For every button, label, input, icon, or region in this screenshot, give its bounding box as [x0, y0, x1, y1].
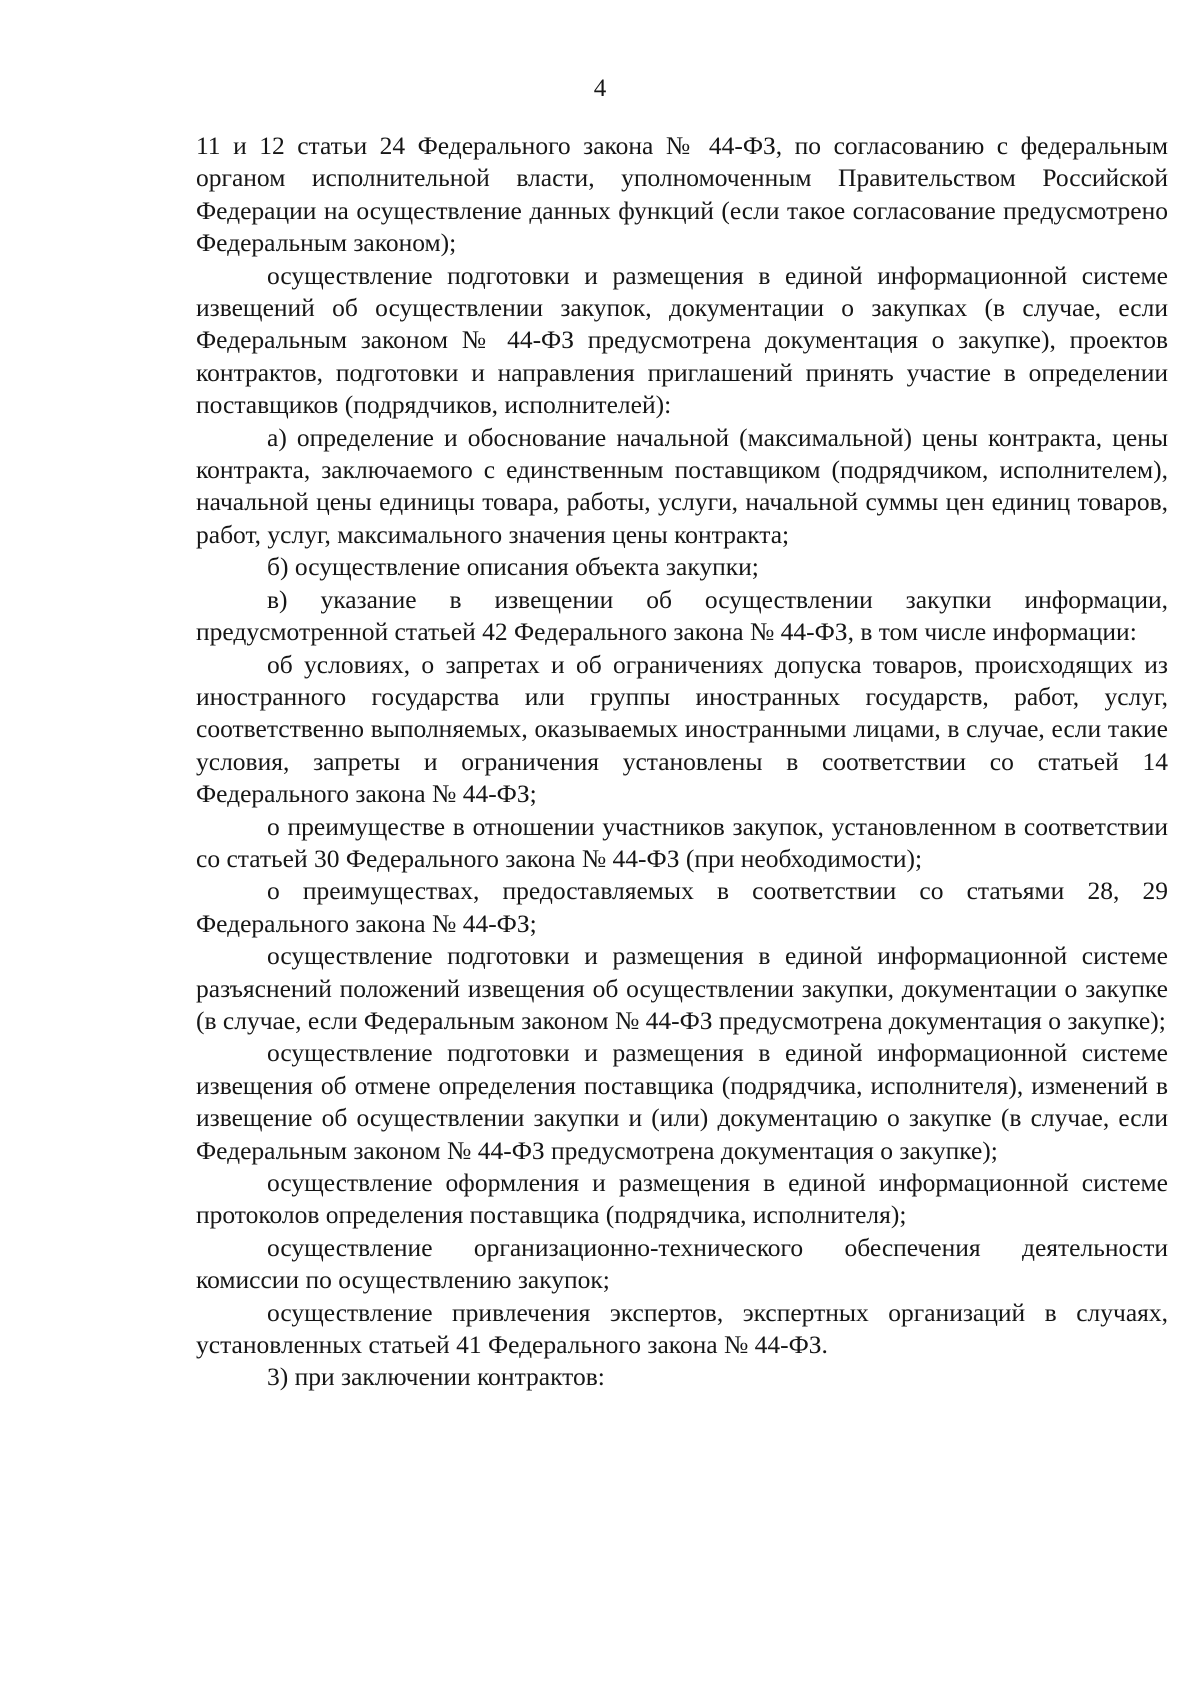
paragraph-item-c: в) указание в извещении об осуществлении закупки информации, предусмотренной статьей 42 Федерального закона № 44-ФЗ, в том числе информации:: [196, 584, 1168, 647]
paragraph-item-3: 3) при заключении контрактов:: [267, 1362, 605, 1392]
paragraph-experts: осуществление привлечения экспертов, экспертных организаций в случаях, установленных статьей 41 Федерального закона № 44-ФЗ.: [196, 1297, 1168, 1360]
paragraph-continuation: 11 и 12 статьи 24 Федерального закона № 44-ФЗ, по согласованию с федеральным органом исполнительной власти, уполномоченным Правительством Российской Федерации на осуществление данных функций (если такое согласование предусмотрено Федеральным законом);: [196, 131, 1168, 258]
paragraph-protocols: осуществление оформления и размещения в единой информационной системе протоколов определения поставщика (подрядчика, исполнителя);: [196, 1168, 1168, 1230]
paragraph-advantages: о преимуществах, предоставляемых в соответствии со статьями 28, 29 Федерального закона № 44-ФЗ;: [196, 876, 1168, 938]
page-number: 4: [593, 75, 607, 102]
paragraph-clarifications: осуществление подготовки и размещения в единой информационной системе разъяснений положений извещения об осуществлении закупки, документации о закупке (в случае, если Федеральным законом № 44-ФЗ предусмотрена документация о закупке);: [196, 941, 1168, 1035]
paragraph-conditions: об условиях, о запретах и об ограничениях допуска товаров, происходящих из иностранного государства или группы иностранных государств, работ, услуг, соответственно выполняемых, оказываемых иностранными лицами, в случае, если такие условия, запреты и ограничения установлены в соответствии со статьей 14 Федерального закона № 44-ФЗ;: [196, 649, 1168, 809]
document-body: [196, 130, 1168, 1394]
paragraph-cancellation: осуществление подготовки и размещения в единой информационной системе извещения об отмене определения поставщика (подрядчика, исполнителя), изменений в извещение об осуществлении закупки и (или) документацию о закупке (в случае, если Федеральным законом № 44-ФЗ предусмотрена документация о закупке);: [196, 1038, 1168, 1165]
paragraph-item-a: а) определение и обоснование начальной (максимальной) цены контракта, цены контракта, заключаемого с единственным поставщиком (подрядчиком, исполнителем), начальной цены единицы товара, работы, услуги, начальной суммы цен единиц товаров, работ, услуг, максимального значения цены контракта;: [196, 422, 1168, 549]
paragraph-item-b: б) осуществление описания объекта закупки;: [267, 552, 759, 582]
paragraph-advantage: о преимуществе в отношении участников закупок, установленном в соответствии со статьей 30 Федерального закона № 44-ФЗ (при необходимости);: [196, 811, 1168, 873]
paragraph-commission: осуществление организационно-технического обеспечения деятельности комиссии по осуществлению закупок;: [196, 1232, 1168, 1295]
paragraph-announcements: осуществление подготовки и размещения в единой информационной системе извещений об осуществлении закупок, документации о закупках (в случае, если Федеральным законом № 44-ФЗ предусмотрена документация о закупке), проектов контрактов, подготовки и направления приглашений принять участие в определении поставщиков (подрядчиков, исполнителей):: [196, 260, 1168, 420]
